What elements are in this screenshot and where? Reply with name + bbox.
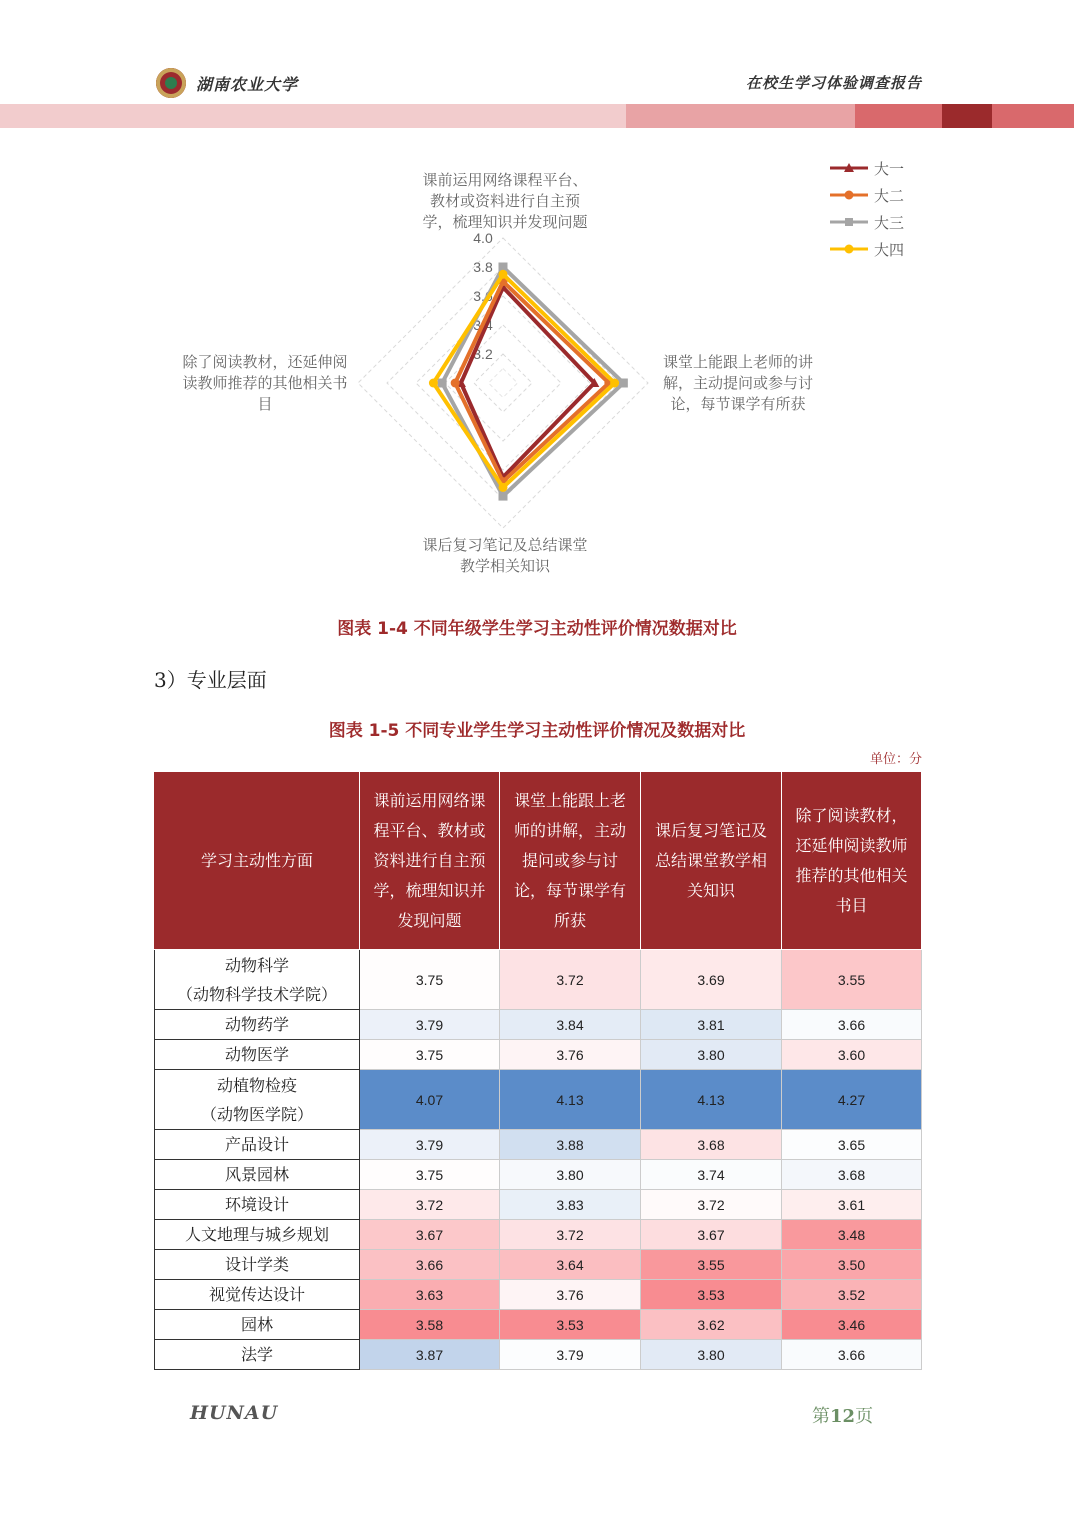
radar-tick-label: 3.8 xyxy=(473,259,493,275)
table-row xyxy=(155,950,922,1010)
table-cell: 3.67 xyxy=(641,1220,782,1250)
page-number xyxy=(812,1402,873,1428)
row-major-name: 动植物检疫 （动物医学院） xyxy=(155,1070,360,1130)
footer-logo-text: HUNAU xyxy=(190,1402,279,1424)
table-cell: 3.62 xyxy=(641,1310,782,1340)
table-row xyxy=(155,1220,922,1250)
legend-label: 大三 xyxy=(874,214,905,232)
table-cell: 3.48 xyxy=(782,1220,922,1250)
table-cell: 3.83 xyxy=(500,1190,641,1220)
unit-label: 单位：分 xyxy=(869,752,922,767)
table-cell: 3.52 xyxy=(782,1280,922,1310)
radar-grid-ring xyxy=(489,369,518,398)
radar-tick-label: 3.2 xyxy=(473,346,493,362)
table-cell: 3.66 xyxy=(360,1250,500,1280)
radar-data-point xyxy=(438,379,447,388)
table-cell: 3.75 xyxy=(360,1160,500,1190)
table-cell: 3.72 xyxy=(641,1190,782,1220)
table-row xyxy=(155,1190,922,1220)
header-band-3 xyxy=(855,104,942,128)
table-cell: 3.76 xyxy=(500,1280,641,1310)
major-comparison-table xyxy=(154,771,922,1370)
table-header-cell: 课前运用网络课程平台、教材或资料进行自主预学，梳理知识并发现问题 xyxy=(360,772,500,950)
row-major-name: 法学 xyxy=(155,1340,360,1370)
table-cell: 3.72 xyxy=(500,1220,641,1250)
table-cell: 3.63 xyxy=(360,1280,500,1310)
figure-caption-1-5: 图表 1-5 不同专业学生学习主动性评价情况及数据对比 xyxy=(328,721,746,741)
table-row xyxy=(155,1010,922,1040)
table-cell: 3.69 xyxy=(641,950,782,1010)
table-row xyxy=(155,1130,922,1160)
table-header-row xyxy=(155,772,922,950)
header-band-1 xyxy=(0,104,626,128)
table-cell: 3.87 xyxy=(360,1340,500,1370)
radar-series-line xyxy=(461,287,594,477)
table-cell: 3.66 xyxy=(782,1340,922,1370)
table-header-cell: 课堂上能跟上老师的讲解，主动提问或参与讨论，每节课学有所获 xyxy=(500,772,641,950)
figure-caption-1-4: 图表 1-4 不同年级学生学习主动性评价情况数据对比 xyxy=(337,619,737,639)
table-cell: 3.80 xyxy=(641,1040,782,1070)
row-major-name: 风景园林 xyxy=(155,1160,360,1190)
radar-data-point xyxy=(499,483,508,492)
university-logo xyxy=(156,68,186,98)
radar-data-point xyxy=(451,379,460,388)
page-header xyxy=(0,0,1074,130)
legend-label: 大一 xyxy=(874,160,905,178)
table-cell: 3.68 xyxy=(782,1160,922,1190)
table-cell: 3.74 xyxy=(641,1160,782,1190)
row-major-name: 人文地理与城乡规划 xyxy=(155,1220,360,1250)
radar-tick-label: 3.4 xyxy=(473,317,493,333)
radar-grid-ring xyxy=(474,354,532,412)
row-major-name: 环境设计 xyxy=(155,1190,360,1220)
table-cell: 3.65 xyxy=(782,1130,922,1160)
radar-grid-ring xyxy=(387,267,619,499)
university-name: 湖南农业大学 xyxy=(196,75,299,94)
table-cell: 4.13 xyxy=(641,1070,782,1130)
radar-data-point xyxy=(610,379,619,388)
table-header-cell: 除了阅读教材，还延伸阅读教师推荐的其他相关书目 xyxy=(782,772,922,950)
table-cell: 3.53 xyxy=(500,1310,641,1340)
table-cell: 3.55 xyxy=(782,950,922,1010)
table-header-cell: 学习主动性方面 xyxy=(155,772,360,950)
table-row xyxy=(155,1160,922,1190)
header-band-4 xyxy=(942,104,992,128)
table-cell: 4.07 xyxy=(360,1070,500,1130)
legend-label: 大二 xyxy=(874,187,905,205)
table-cell: 3.67 xyxy=(360,1220,500,1250)
row-major-name: 动物医学 xyxy=(155,1040,360,1070)
table-cell: 3.72 xyxy=(360,1190,500,1220)
radar-data-point xyxy=(619,379,628,388)
table-cell: 3.88 xyxy=(500,1130,641,1160)
axis-label-top: 课前运用网络课程平台、 教材或资料进行自主预 学，梳理知识并发现问题 xyxy=(422,171,588,231)
table-cell: 3.72 xyxy=(500,950,641,1010)
page-suffix: 页 xyxy=(855,1406,874,1427)
row-major-name: 视觉传达设计 xyxy=(155,1280,360,1310)
table-cell: 4.27 xyxy=(782,1070,922,1130)
table-row xyxy=(155,1040,922,1070)
table-row xyxy=(155,1280,922,1310)
table-row xyxy=(155,1070,922,1130)
table-cell: 3.75 xyxy=(360,950,500,1010)
page-prefix: 第 xyxy=(812,1406,830,1427)
table-cell: 3.58 xyxy=(360,1310,500,1340)
table-cell: 3.68 xyxy=(641,1130,782,1160)
table-header-cell: 课后复习笔记及总结课堂教学相关知识 xyxy=(641,772,782,950)
axis-label-bottom: 课后复习笔记及总结课堂 教学相关知识 xyxy=(422,536,588,575)
radar-data-point xyxy=(499,492,508,501)
table-cell: 3.79 xyxy=(360,1010,500,1040)
table-cell: 3.66 xyxy=(782,1010,922,1040)
table-row xyxy=(155,1340,922,1370)
page-number-value: 12 xyxy=(830,1406,856,1427)
table-row xyxy=(155,1310,922,1340)
header-band-5 xyxy=(992,104,1074,128)
table-cell: 3.76 xyxy=(500,1040,641,1070)
row-major-name: 园林 xyxy=(155,1310,360,1340)
table-cell: 3.80 xyxy=(500,1160,641,1190)
header-band-2 xyxy=(626,104,855,128)
row-major-name: 设计学类 xyxy=(155,1250,360,1280)
legend-label: 大四 xyxy=(874,241,905,259)
row-major-name: 动物药学 xyxy=(155,1010,360,1040)
radar-chart xyxy=(150,150,940,590)
row-major-name: 动物科学 （动物科学技术学院） xyxy=(155,950,360,1010)
table-cell: 3.46 xyxy=(782,1310,922,1340)
radar-data-point xyxy=(429,379,438,388)
table-row xyxy=(155,1250,922,1280)
table-cell: 3.75 xyxy=(360,1040,500,1070)
table-cell: 3.79 xyxy=(360,1130,500,1160)
radar-tick-label: 4.0 xyxy=(473,230,493,246)
section-heading: 3）专业层面 xyxy=(154,668,267,692)
table-cell: 3.60 xyxy=(782,1040,922,1070)
table-cell: 3.61 xyxy=(782,1190,922,1220)
table-cell: 3.79 xyxy=(500,1340,641,1370)
table-cell: 3.53 xyxy=(641,1280,782,1310)
table-cell: 3.55 xyxy=(641,1250,782,1280)
table-cell: 3.80 xyxy=(641,1340,782,1370)
axis-label-right: 课堂上能跟上老师的讲 解，主动提问或参与讨 论，每节课学有所获 xyxy=(662,353,813,413)
radar-tick-label: 3.6 xyxy=(473,288,493,304)
table-cell: 4.13 xyxy=(500,1070,641,1130)
radar-data-point xyxy=(499,270,508,279)
row-major-name: 产品设计 xyxy=(155,1130,360,1160)
axis-label-left: 除了阅读教材，还延伸阅 读教师推荐的其他相关书 目 xyxy=(182,353,348,413)
table-cell: 3.50 xyxy=(782,1250,922,1280)
table-cell: 3.81 xyxy=(641,1010,782,1040)
table-cell: 3.84 xyxy=(500,1010,641,1040)
report-title: 在校生学习体验调查报告 xyxy=(745,74,922,92)
table-cell: 3.64 xyxy=(500,1250,641,1280)
